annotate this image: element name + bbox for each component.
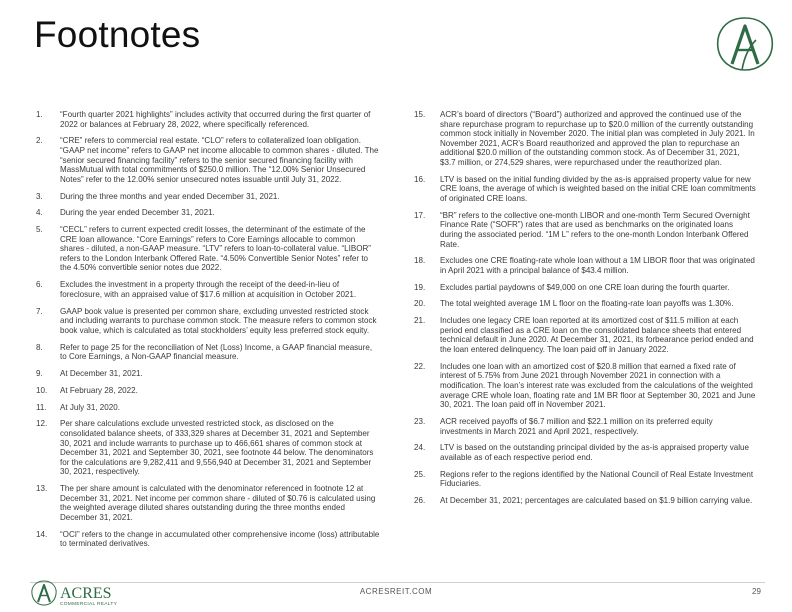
footnote-number: 21. [414,316,426,326]
page-title: Footnotes [34,14,201,55]
footnote-number: 11. [36,402,47,412]
footnote-text: Regions refer to the regions identified by the National Council of Real Estate Investment Fiduciaries. [440,469,754,489]
footer-logo-subtext: COMMERCIAL REALTY [60,602,118,607]
footnote-number: 24. [414,443,426,453]
footnote-text: The total weighted average 1M L floor on the floating-rate loan payoffs was 1.30%. [440,299,734,309]
footnote-item [410,299,756,309]
footnote-number: 20. [414,299,426,309]
footnote-number: 3. [36,191,43,201]
footnote-item [34,386,380,396]
footnote-number: 1. [36,110,43,119]
footnote-item [410,362,756,410]
footnotes-left-column [34,110,380,556]
footnote-text: Includes one loan with an amortized cost of $20.8 million that earned a fixed rate of interest of 5.75% from June 2021 through November 2021 in connection with a modification. The loan’s interest rate was excluded from the calculations of the weighted average CRE whole loan, floating rate and 1M BR floor at September 30, 2021 and June 30, 2021. The loan paid off in November 2021. [440,361,756,410]
footnote-item [410,470,756,489]
footnote-text: Per share calculations exclude unvested restricted stock, as disclosed on the consolidated balance sheets, of 333,329 shares at December 31, 2021 and September 30, 2021 and include warrants to purchase up to 466,661 shares of common stock at December 31, 2021 and September 30, 2021, see footnote 44 below. The denominators for the calculations are 9,282,411 and 9,556,940 at December 31, 2021 and September 30, 2021, respectively. [60,419,374,477]
acres-a-monogram-icon [712,14,778,74]
footnote-text: Includes one legacy CRE loan reported at its amortized cost of $11.5 million at each period end classified as a CRE loan on the consolidated balance sheets that entered technical default in June 2020. At December 31, 2021, its forbearance period ended and the loan entered delinquency. The loan paid off in January 2022. [440,316,754,354]
footer-website: ACRESREIT.COM [359,587,433,596]
footnote-item [34,369,380,379]
footnote-item [34,110,380,129]
footnote-item [34,343,380,362]
footnote-text: Refer to page 25 for the reconciliation of Net (Loss) Income, a GAAP financial measure, to Core Earnings, a Non-GAAP financial measure. [60,342,373,362]
footnote-item [410,110,756,168]
footnote-item [410,283,756,293]
footnote-text: LTV is based on the outstanding principal divided by the as-is appraised property value available as of each respective period end. [440,443,749,462]
footnote-item [410,443,756,462]
footnote-text: ACR received payoffs of $6.7 million and $22.1 million on its preferred equity investments in March 2021 and April 2021, respectively. [440,416,713,436]
footnote-item [34,225,380,273]
footnote-number: 12. [36,419,48,429]
footnote-number: 17. [414,210,426,220]
footnote-number: 15. [414,110,426,119]
footnote-text: At July 31, 2020. [60,402,120,412]
footnote-number: 22. [414,361,426,371]
footnote-number: 25. [414,469,426,479]
footnote-item [410,211,756,249]
footnote-item [410,496,756,506]
footnote-text: The per share amount is calculated with the denominator referenced in footnote 12 at December 31, 2021. Net income per common share - diluted of $0.76 is calculated using the weighted average diluted shares outstanding during the three months ended December 31, 2021. [60,484,376,522]
footnote-item [34,307,380,336]
footnote-item [34,280,380,299]
footnote-number: 4. [36,208,43,218]
footnote-number: 5. [36,225,43,235]
footnote-text: At February 28, 2022. [60,385,138,395]
footnote-text: GAAP book value is presented per common share, excluding unvested restricted stock and including warrants to purchase common stock. The measure refers to common stock book value, which is calculated as total stockholders’ equity less preferred stock equity. [60,306,377,335]
footnote-text: Excludes one CRE floating-rate whole loan without a 1M LIBOR floor that was originated in April 2021 with a principal balance of $43.4 million. [440,256,755,275]
footnote-text: At December 31, 2021; percentages are calculated based on $1.9 billion carrying value. [440,496,753,506]
footnote-number: 6. [36,280,43,290]
footnote-number: 26. [414,496,426,506]
footnote-item [410,175,756,204]
footnote-text: “CRE” refers to commercial real estate. “CLO” refers to collateralized loan obligation. “GAAP net income” refers to GAAP net income allocable to common shares - diluted. The “senior secured financing facility” refers to the senior secured financing facility with MassMutual with total commitments of $250.0 million. The “12.00% Senior Unsecured Notes” refer to the 12.00% senior unsecured notes issuable until July 31, 2022. [60,136,379,184]
footnote-text: LTV is based on the initial funding divided by the as-is appraised property value for new CRE loans, the average of which is weighted based on the initial CRE loan commitments of originated CRE loans. [440,174,756,203]
footnote-item [34,208,380,218]
footnote-text: “BR” refers to the collective one-month LIBOR and one-month Term Secured Overnight Finance Rate (“SOFR”) rates that are used as benchmarks on the originated loans during the associated period. “1M L” refers to the one-month London Interbank Offered Rate. [440,210,750,249]
footnote-text: Excludes partial paydowns of $49,000 on one CRE loan during the fourth quarter. [440,282,730,292]
footnote-number: 14. [36,529,48,539]
footnote-number: 16. [414,174,426,184]
footnote-number: 2. [36,136,43,146]
footnotes-right-column [410,110,756,513]
footnote-text: Excludes the investment in a property through the receipt of the deed-in-lieu of foreclosure, with an appraised value of $17.6 million at acquisition in October 2021. [60,280,357,299]
footnote-item [34,403,380,413]
footnote-number: 19. [414,282,426,292]
footnote-number: 10. [36,385,48,395]
footnote-number: 9. [36,368,43,378]
footnote-text: “OCI” refers to the change in accumulated other comprehensive income (loss) attributable to terminated derivatives. [60,529,380,549]
footer-logo-text: ACRES [60,585,112,602]
footnote-item [410,417,756,436]
page-number: 29 [752,587,761,596]
footnote-number: 8. [36,342,43,352]
footnote-item [34,530,380,549]
footnote-text: During the three months and year ended December 31, 2021. [60,191,280,201]
footnote-text: ACR’s board of directors (“Board”) authorized and approved the continued use of the share repurchase program to repurchase up to $20.0 million of the currently outstanding common stock initially in November 2020. The initial plan was completed in July 2021. In November 2021, ACR’s Board reauthorized and approved the plan to repurchase an additional $20.0 million of the outstanding common stock. As of December 31, 2021, $3.7 million, or 274,529 shares, were repurchased under the reauthorized plan. [440,110,755,167]
footnote-item [34,192,380,202]
footnote-text: At December 31, 2021. [60,368,143,378]
footnote-number: 18. [414,256,426,266]
footnote-item [410,256,756,275]
footnote-item [34,136,380,184]
footnote-text: “CECL” refers to current expected credit losses, the determinant of the estimate of the CRE loan allowance. “Core Earnings” refers to Core Earnings allocable to common shares - diluted, a non-GAAP measure. “LTV” refers to loan-to-collateral value. “LIBOR” refers to the London Interbank Offered Rate. “4.50% Convertible Senior Notes” refer to the 4.50% convertible senior notes due 2022. [60,225,371,273]
footnote-item [34,484,380,522]
footnote-text: During the year ended December 31, 2021. [60,208,215,218]
footnote-item [410,316,756,354]
footnote-number: 23. [414,416,426,426]
footnote-item [34,419,380,477]
footnote-number: 7. [36,306,43,316]
footnote-number: 13. [36,484,48,494]
footer-divider [30,582,765,583]
footnote-text: “Fourth quarter 2021 highlights” includes activity that occurred during the first quarter of 2022 or balances at February 28, 2022, where specifically referenced. [60,110,371,129]
